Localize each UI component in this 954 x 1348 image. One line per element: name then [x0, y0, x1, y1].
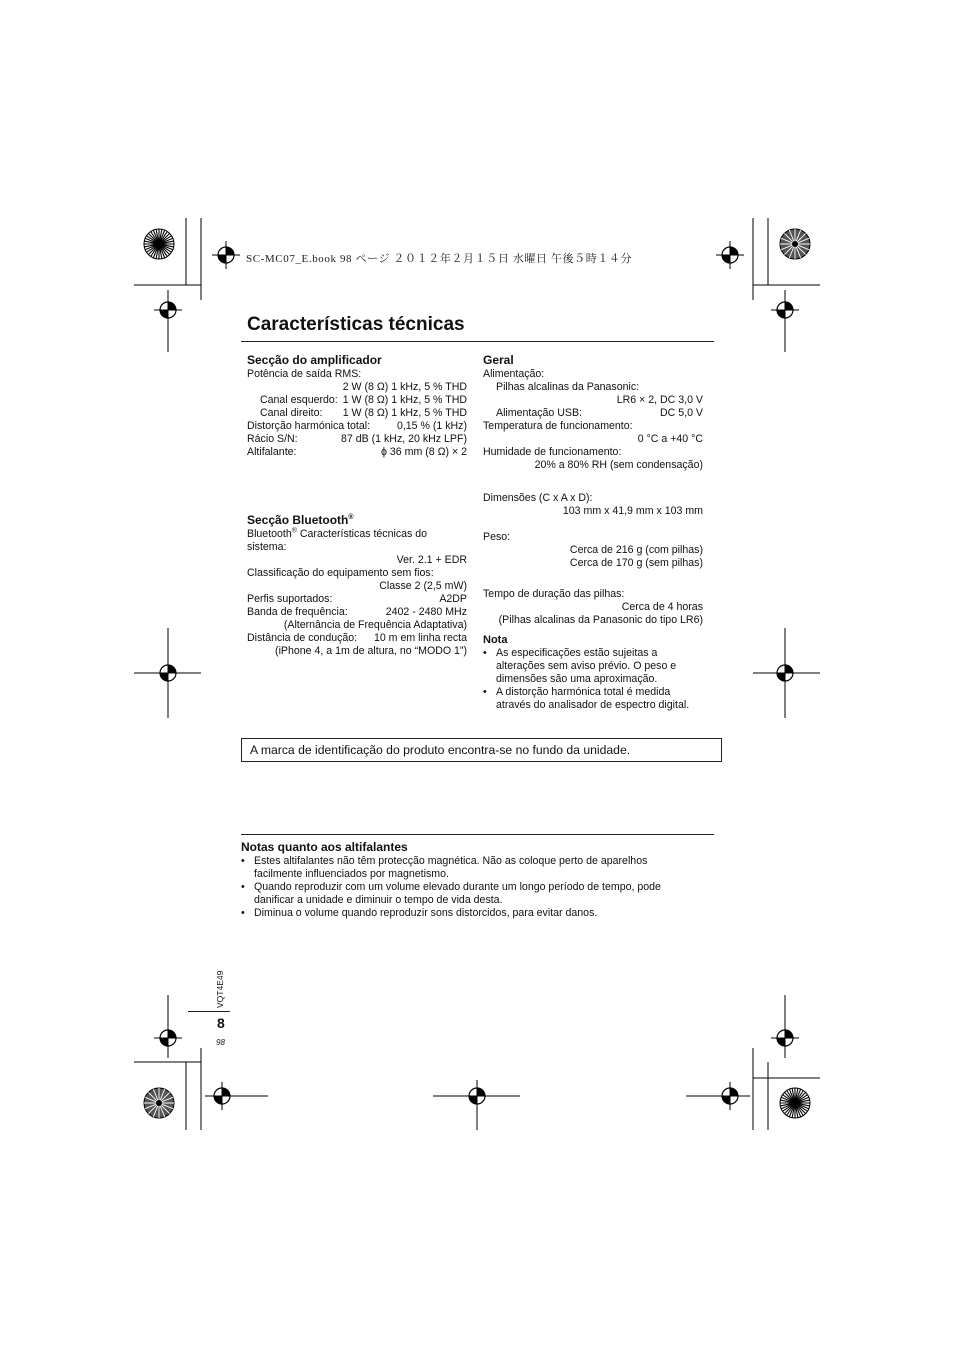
page-number-rule	[188, 1011, 230, 1012]
note-item	[483, 647, 703, 686]
speaker-note-text: Estes altifalantes não têm protecção magnética. Não as coloque perto de aparelhos facilmente influenciados por magnetismo.	[254, 855, 648, 880]
sn-label: Rácio S/N:	[247, 433, 298, 445]
speaker-value: ϕ 36 mm (8 Ω) × 2	[381, 446, 467, 458]
battery-value: LR6 × 2, DC 3,0 V	[616, 394, 703, 406]
speaker-note-item	[241, 907, 714, 920]
thd-value: 0,15 % (1 kHz)	[396, 420, 467, 432]
note-item	[483, 686, 703, 712]
bt-distance-row	[247, 632, 467, 645]
usb-value: DC 5,0 V	[660, 407, 703, 419]
bt-band-value: 2402 - 2480 MHz	[385, 606, 467, 618]
right-channel-label: Canal direito:	[260, 407, 323, 419]
speaker-notes-rule	[241, 834, 714, 835]
bluetooth-heading	[247, 512, 467, 528]
note-item-text: As especificações estão sujeitas a alterações sem aviso prévio. O peso e dimensões são uma aproximação.	[496, 647, 677, 685]
bt-profiles-label: Perfis suportados:	[247, 593, 333, 605]
power-label: Alimentação:	[483, 368, 545, 380]
right-channel-value: 1 W (8 Ω) 1 kHz, 5 % THD	[342, 407, 467, 419]
thd-row	[247, 420, 467, 433]
speaker-note-item	[241, 881, 714, 907]
right-column	[483, 352, 703, 712]
speaker-note-item	[241, 855, 714, 881]
life-label: Tempo de duração das pilhas:	[483, 588, 625, 600]
bt-class-label: Classificação do equipamento sem fios:	[247, 567, 434, 579]
print-header: SC-MC07_E.book 98 ページ ２０１２年２月１５日 水曜日 午後５時１４分	[246, 253, 633, 265]
sn-row	[247, 433, 467, 446]
bullet: •	[241, 855, 245, 867]
bt-distance-note: (iPhone 4, a 1m de altura, no “MODO 1”)	[275, 645, 467, 657]
left-channel-value: 1 W (8 Ω) 1 kHz, 5 % THD	[342, 394, 467, 406]
id-notice-box: A marca de identificação do produto encontra-se no fundo da unidade.	[241, 738, 722, 762]
bt-distance-value: 10 m em linha recta	[373, 632, 467, 644]
title-rule	[241, 341, 714, 342]
right-channel-row	[247, 407, 467, 420]
life-value: Cerca de 4 horas	[621, 601, 703, 613]
bluetooth-heading-text: Secção Bluetooth	[247, 513, 349, 527]
rms-label: Potência de saída RMS:	[247, 368, 362, 380]
bt-class-value: Classe 2 (2,5 mW)	[379, 580, 467, 592]
bullet: •	[483, 686, 487, 698]
bullet: •	[483, 647, 487, 659]
usb-row	[483, 407, 703, 420]
bt-band-label: Banda de frequência:	[247, 606, 348, 618]
amplifier-heading: Secção do amplificador	[247, 353, 382, 367]
humidity-value: 20% a 80% RH (sem condensação)	[534, 459, 703, 471]
doc-code: VQT4E49	[215, 970, 225, 1008]
rms-value: 2 W (8 Ω) 1 kHz, 5 % THD	[342, 381, 467, 393]
bt-spec-label-b: Características técnicas do	[296, 528, 428, 540]
bullet: •	[241, 881, 245, 893]
bt-spec-value: Ver. 2.1 + EDR	[396, 554, 467, 566]
dims-label: Dimensões (C x A x D):	[483, 492, 593, 504]
weight-without: Cerca de 170 g (sem pilhas)	[569, 557, 703, 569]
battery-label: Pilhas alcalinas da Panasonic:	[496, 381, 640, 393]
weight-label: Peso:	[483, 531, 511, 543]
speaker-row	[247, 446, 467, 459]
sn-value: 87 dB (1 kHz, 20 kHz LPF)	[341, 433, 467, 445]
humidity-label: Humidade de funcionamento:	[483, 446, 622, 458]
life-note: (Pilhas alcalinas da Panasonic do tipo LR6)	[498, 614, 703, 626]
bt-spec-label-c: sistema:	[247, 541, 287, 553]
speaker-note-text: Diminua o volume quando reproduzir sons distorcidos, para evitar danos.	[254, 907, 598, 919]
speaker-label: Altifalante:	[247, 446, 297, 458]
left-column	[247, 352, 467, 658]
general-heading: Geral	[483, 353, 514, 367]
speaker-notes	[241, 839, 714, 920]
usb-label: Alimentação USB:	[496, 407, 582, 419]
bt-band-note: (Alternância de Frequência Adaptativa)	[283, 619, 467, 631]
bt-spec-label-a: Bluetooth	[247, 528, 292, 540]
bt-profiles-row	[247, 593, 467, 606]
weight-with: Cerca de 216 g (com pilhas)	[569, 544, 703, 556]
note-heading: Nota	[483, 634, 508, 646]
page-number-small: 98	[216, 1038, 225, 1047]
dims-value: 103 mm x 41,9 mm x 103 mm	[562, 505, 703, 517]
note-item-text: A distorção harmónica total é medida através do analisador de espectro digital.	[496, 686, 690, 711]
speaker-note-text: Quando reproduzir com um volume elevado durante um longo período de tempo, pode danificar a unidade e diminuir o tempo de vida desta.	[254, 881, 661, 906]
bt-spec-label	[247, 528, 467, 541]
left-channel-row	[247, 394, 467, 407]
registered-mark-2: ®	[291, 527, 297, 535]
thd-label: Distorção harmónica total:	[247, 420, 371, 432]
registered-mark: ®	[348, 514, 354, 521]
page-title: Características técnicas	[247, 314, 465, 335]
speaker-notes-heading: Notas quanto aos altifalantes	[241, 840, 408, 854]
temp-label: Temperatura de funcionamento:	[483, 420, 633, 432]
left-channel-label: Canal esquerdo:	[260, 394, 338, 406]
bullet: •	[241, 907, 245, 919]
bt-distance-label: Distância de condução:	[247, 632, 358, 644]
bt-profiles-value: A2DP	[439, 593, 467, 605]
page-number: 8	[217, 1015, 225, 1031]
temp-value: 0 °C a +40 °C	[637, 433, 703, 445]
bt-band-row	[247, 606, 467, 619]
